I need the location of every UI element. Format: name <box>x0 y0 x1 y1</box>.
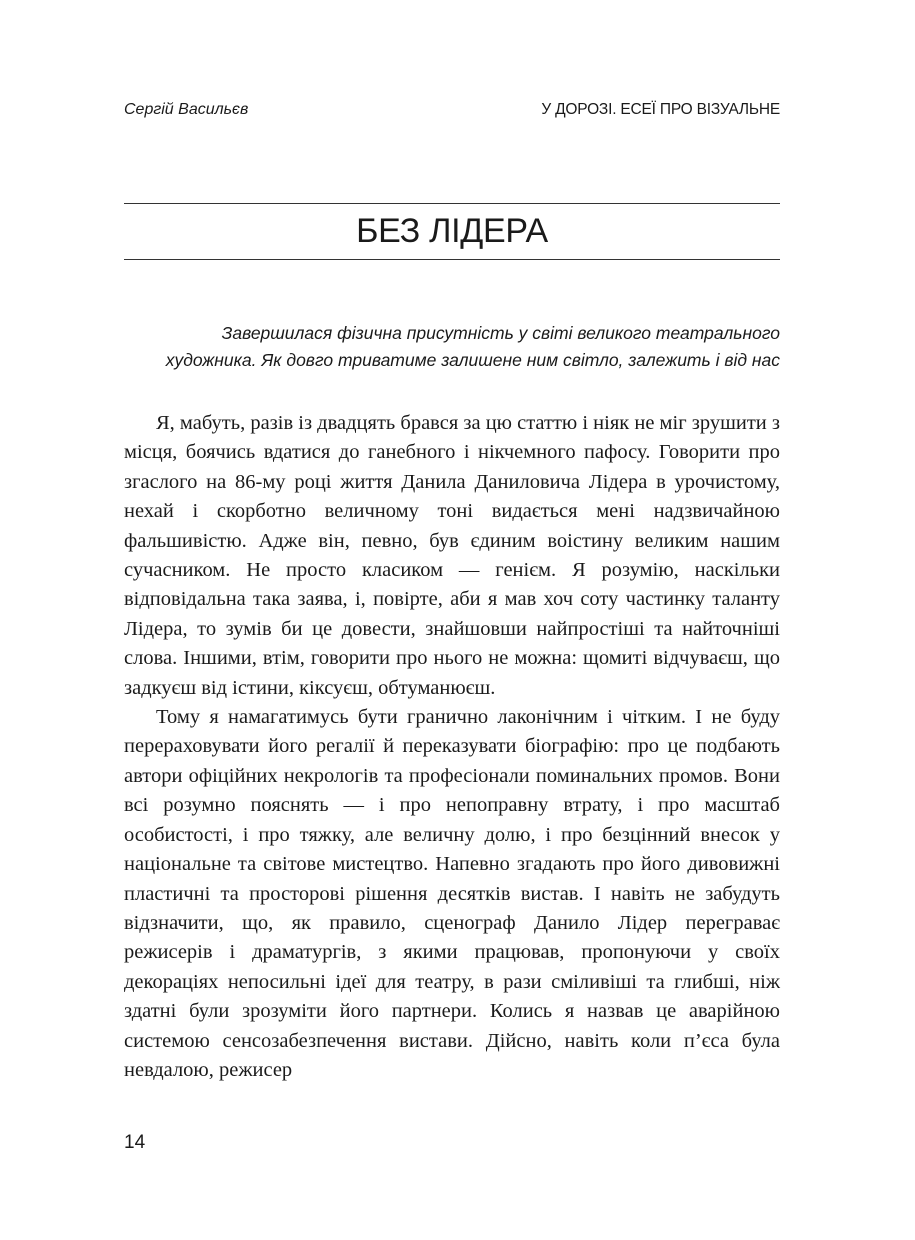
epigraph-line: Завершилася фізична присутність у світі великого театрального <box>221 323 780 343</box>
chapter-title: БЕЗ ЛІДЕРА <box>356 212 548 250</box>
paragraph: Тому я намагатимусь бути гранично лаконічним і чітким. І не буду перераховувати його регалії й переказувати біографію: про це подбають автори офіційних некрологів та професіонали поминальних промов. Вони всі розумно пояснять — і про непоправну втрату, і про масштаб особистості, і про тяжку, але величну долю, і про безцінний внесок у національне та світове мистецтво. Напевно згадають про його дивовижні пластичні та просторові рішення десятків вистав. І навіть не забудуть відзначити, що, як правило, сценограф Данило Лідер переграває режисерів і драматургів, з якими працював, пропонуючи у своїх декораціях непосильні ідеї для театру, в рази сміливіші та глибші, ніж здатні були зрозуміти його партнери. Колись я назвав це аварійною системою сенсозабезпечення вистави. Дійсно, навіть коли п’єса була невдалою, режисер <box>124 706 780 1081</box>
title-rule-top <box>124 203 780 204</box>
epigraph-line: художника. Як довго триватиме залишене ним світло, залежить і від нас <box>165 350 780 370</box>
running-head <box>124 98 780 122</box>
running-head-book-title: У ДОРОЗІ. ЕСЕЇ ПРО ВІЗУАЛЬНЕ <box>541 101 780 118</box>
epigraph <box>124 320 780 374</box>
body-text <box>124 409 780 1085</box>
running-head-author: Сергій Васильєв <box>124 101 249 118</box>
title-rule-bottom <box>124 259 780 260</box>
paragraph: Я, мабуть, разів із двадцять брався за цю статтю і ніяк не міг зрушити з місця, боячись вдатися до ганебного і нікчемного пафосу. Говорити про згаслого на 86-му році життя Данила Даниловича Лідера в урочистому, нехай і скорботно величному тоні видається мені надзвичайною фальшивістю. Адже він, певно, був єдиним воістину великим нашим сучасником. Не просто класиком — генієм. Я розумію, наскільки відповідальна така заява, і, повірте, аби я мав хоч соту частинку таланту Лідера, то зумів би це довести, знайшовши найпростіші та найточніші слова. Іншими, втім, говорити про нього не можна: щомиті відчуваєш, що задкуєш від істини, кіксуєш, обтуманюєш. <box>124 412 780 699</box>
page-number: 14 <box>124 1132 146 1153</box>
